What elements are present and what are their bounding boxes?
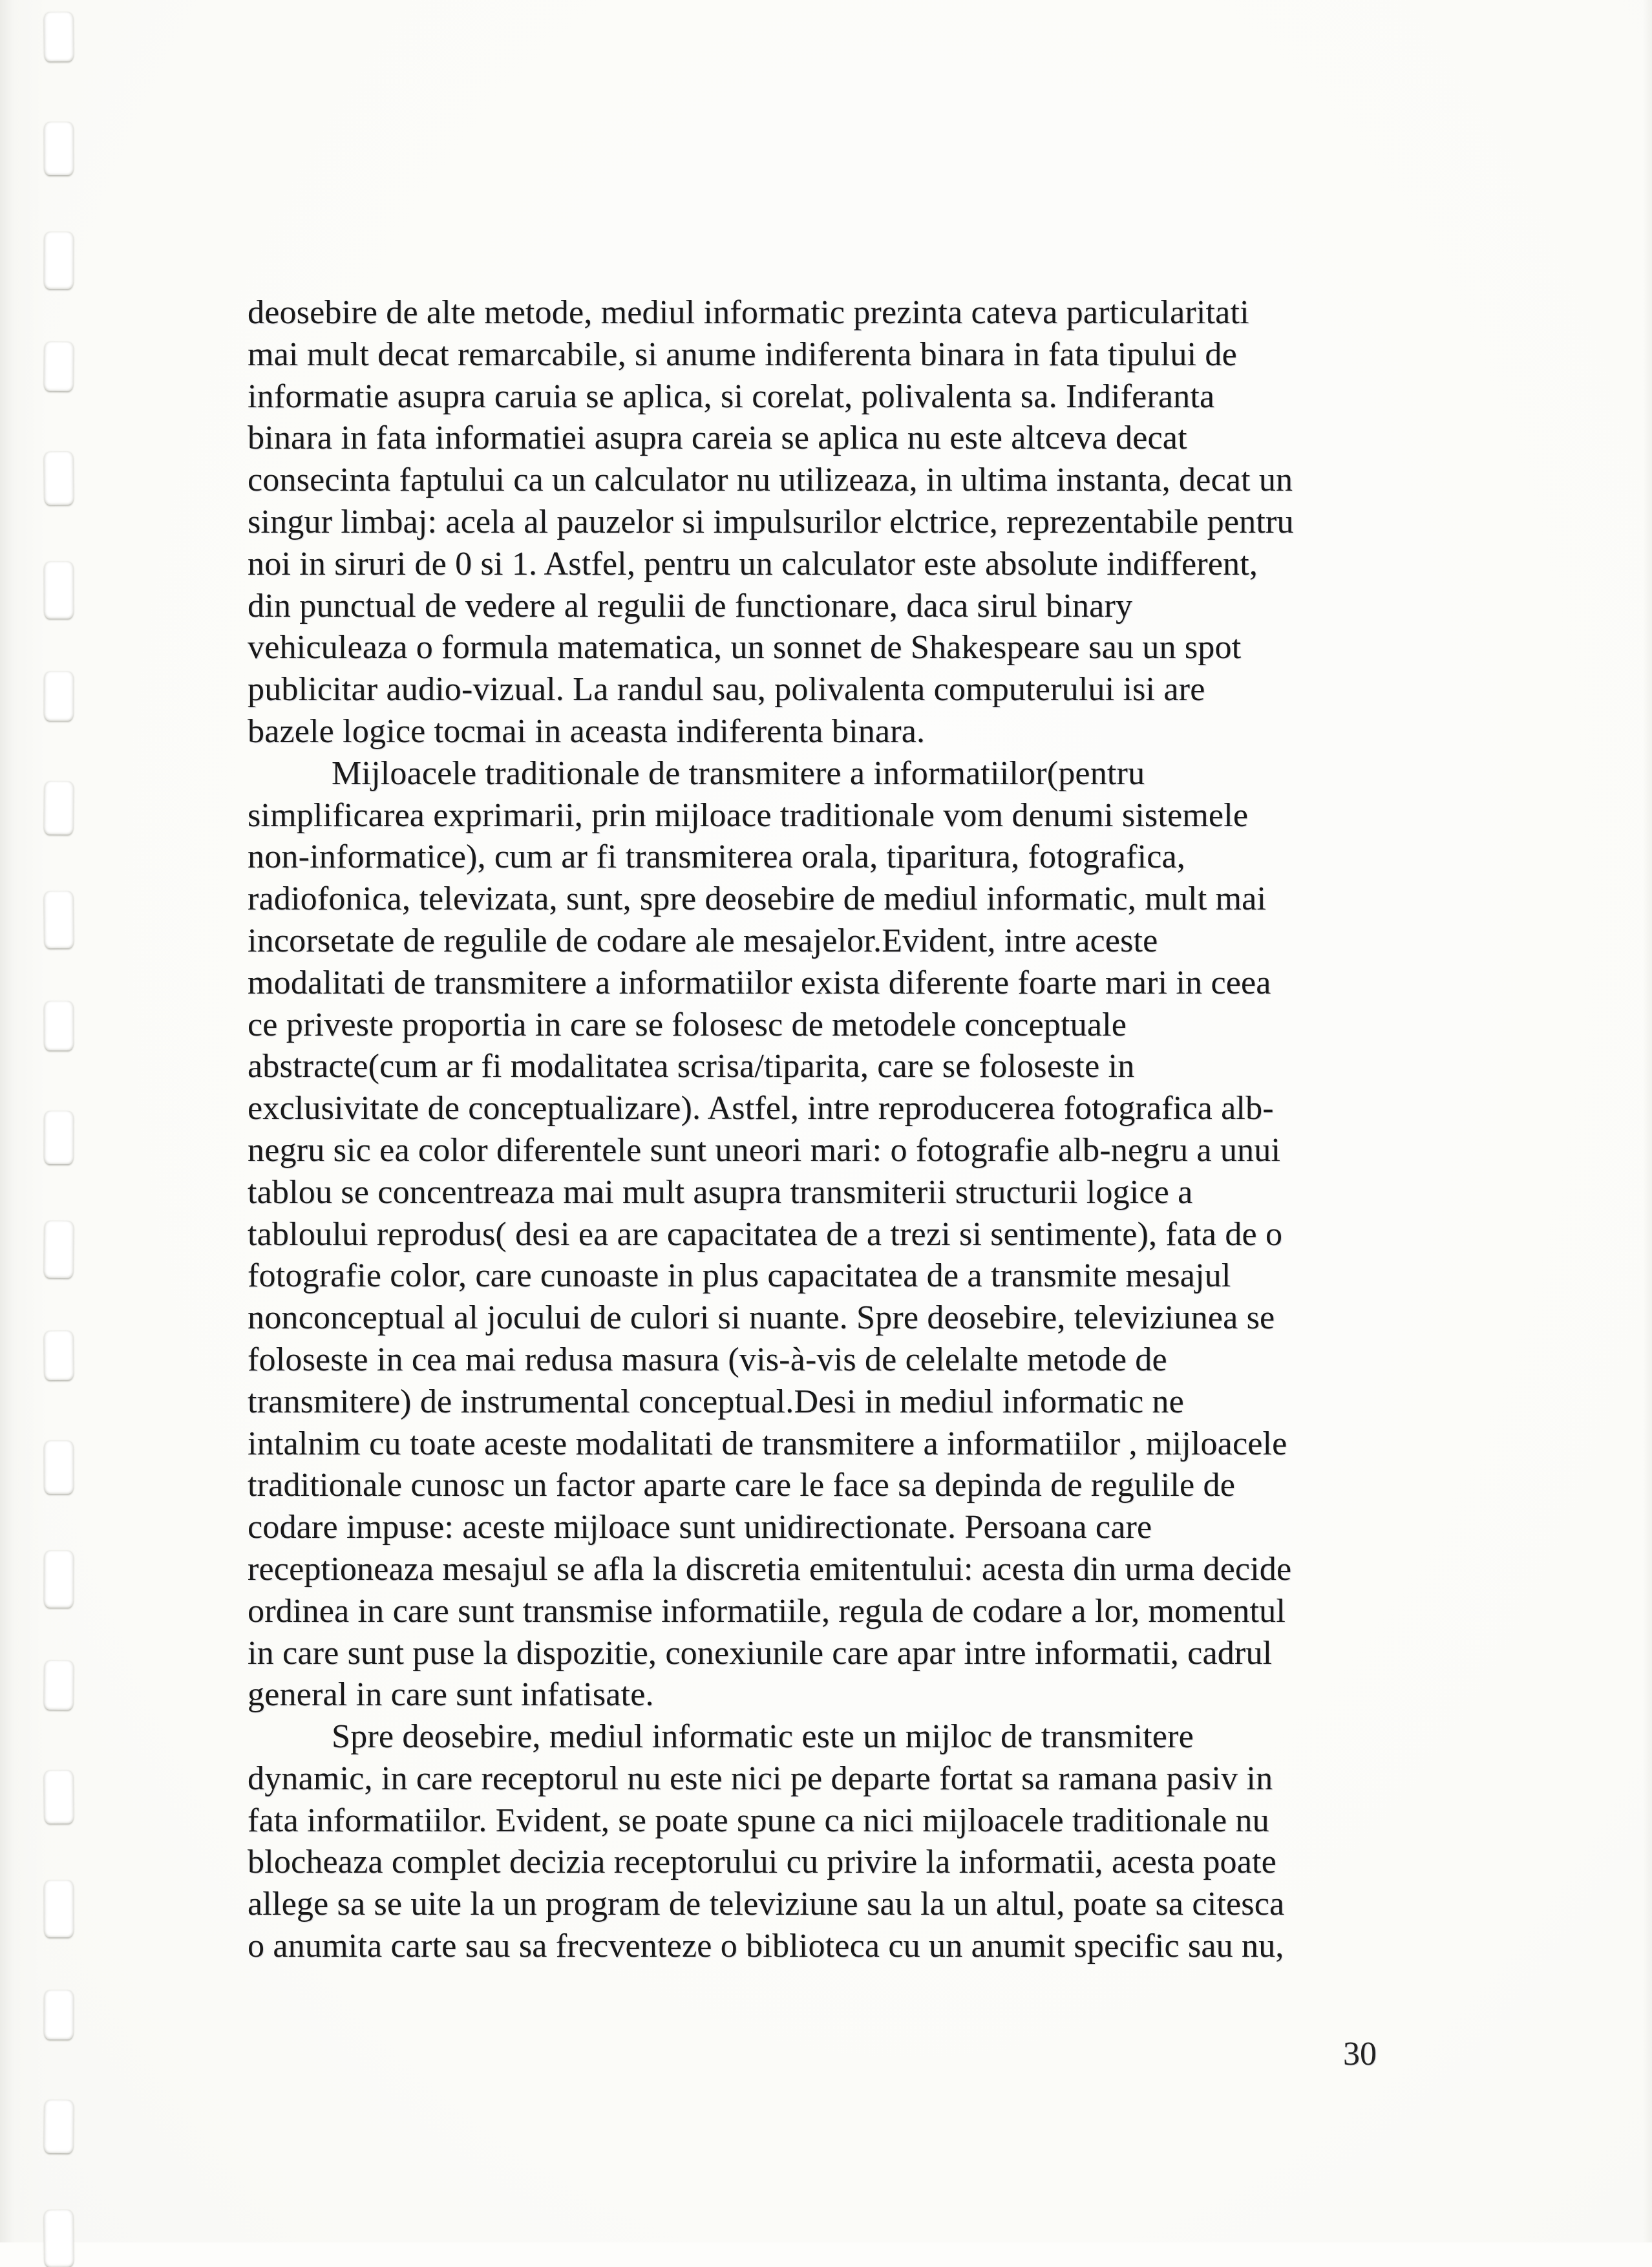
binding-mark [44,672,74,721]
text-line: tabloului reprodus( desi ea are capacitatea de a trezi si sentimente), fata de o [248,1215,1283,1253]
text-line: negru sic ea color diferentele sunt uneori mari: o fotografie alb-negru a unui [248,1131,1281,1169]
text-line: exclusivitate de conceptualizare). Astfel, intre reproducerea fotografica alb- [248,1090,1274,1127]
text-line: foloseste in cea mai redusa masura (vis-à-vis de celelalte metode de [248,1341,1167,1378]
binding-mark [44,1771,74,1824]
binding-mark [44,1880,74,1937]
text-line: abstracte(cum ar fi modalitatea scrisa/tiparita, care se foloseste in [248,1048,1135,1085]
binding-mark [44,782,74,835]
text-line: o anumita carte sau sa frecventeze o biblioteca cu un anumit specific sau nu, [248,1928,1284,1965]
text-line: intalnim cu toate aceste modalitati de transmitere a informatiilor , mijloacele [248,1425,1287,1462]
text-line: non-informatice), cum ar fi transmiterea orala, tiparitura, fotografica, [248,838,1185,876]
binding-mark [44,1551,74,1608]
binding-mark [44,232,74,289]
binding-mark [44,1221,74,1278]
binding-mark [44,342,74,391]
binding-mark [44,891,74,948]
binding-mark [44,1661,74,1710]
binding-mark [44,12,74,61]
binding-mark [44,452,74,505]
binding-mark [44,1111,74,1164]
text-line: fotografie color, care cunoaste in plus capacitatea de a transmite mesajul [248,1257,1231,1295]
text-line: receptioneaza mesajul se afla la discretia emitentului: acesta din urma decide [248,1550,1292,1588]
text-line: transmitere) de instrumental conceptual.Desi in mediul informatic ne [248,1383,1184,1420]
text-line: fata informatiilor. Evident, se poate spune ca nici mijloacele traditionale nu [248,1802,1269,1839]
binding-mark [44,1331,74,1380]
text-line: modalitati de transmitere a informatiilor exista diferente foarte mari in ceea [248,964,1271,1001]
text-line: in care sunt puse la dispozitie, conexiunile care apar intre informatii, cadrul [248,1634,1273,1672]
binding-mark [44,122,74,175]
scan-right-edge-shading [1643,0,1652,2242]
text-line: allege sa se uite la un program de televiziune sau la un altul, poate sa citesca [248,1886,1285,1923]
text-line: blocheaza complet decizia receptorului cu privire la informatii, acesta poate [248,1844,1276,1881]
text-line: din punctual de vedere al regulii de functionare, daca sirul binary [248,587,1133,624]
text-line: deosebire de alte metode, mediul informatic prezinta cateva particularitati [248,294,1249,331]
text-line: vehiculeaza o formula matematica, un sonnet de Shakespeare sau un spot [248,629,1242,666]
text-line: general in care sunt infatisate. [248,1676,654,1714]
text-line: dynamic, in care receptorul nu este nici pe departe fortat sa ramana pasiv in [248,1760,1273,1797]
binding-mark [44,562,74,619]
page-number: 30 [1343,2036,1377,2072]
text-line: incorsetate de regulile de codare ale mesajelor.Evident, intre aceste [248,922,1158,959]
text-line: singur limbaj: acela al pauzelor si impulsurilor elctrice, reprezentabile pentru [248,503,1294,540]
text-line: ce priveste proportia in care se folosesc de metodele conceptuale [248,1006,1127,1043]
binding-mark [44,1441,74,1494]
binding-mark [44,1990,74,2039]
binding-mark [44,2100,74,2153]
body-text [248,292,1430,1968]
text-line: noi in siruri de 0 si 1. Astfel, pentru un calculator este absolute indifferent, [248,545,1258,582]
text-line: nonconceptual al jocului de culori si nuante. Spre deosebire, televiziunea se [248,1299,1275,1337]
text-line: codare impuse: aceste mijloace sunt unidirectionate. Persoana care [248,1509,1152,1546]
text-line: radiofonica, televizata, sunt, spre deosebire de mediul informatic, mult mai [248,880,1267,918]
text-line: Mijloacele traditionale de transmitere a informatiilor(pentru [332,754,1145,792]
text-line: tablou se concentreaza mai mult asupra transmiterii structurii logice a [248,1173,1193,1211]
binding-mark [44,1001,74,1050]
text-line: mai mult decat remarcabile, si anume indiferenta binara in fata tipului de [248,335,1237,373]
text-line: publicitar audio-vizual. La randul sau, polivalenta computerului isi are [248,671,1205,708]
text-line: Spre deosebire, mediul informatic este un mijloc de transmitere [332,1718,1194,1756]
binding-mark [44,2210,74,2267]
text-line: simplificarea exprimarii, prin mijloace traditionale vom denumi sistemele [248,796,1249,834]
text-line: consecinta faptului ca un calculator nu utilizeaza, in ultima instanta, decat un [248,462,1293,499]
text-line: ordinea in care sunt transmise informatiile, regula de codare a lor, momentul [248,1592,1286,1630]
text-line: binara in fata informatiei asupra careia se aplica nu este altceva decat [248,420,1187,457]
scan-left-edge-shading [0,0,45,2242]
text-line: informatie asupra caruia se aplica, si corelat, polivalenta sa. Indiferanta [248,378,1215,415]
text-line: bazele logice tocmai in aceasta indiferenta binara. [248,712,926,750]
text-line: traditionale cunosc un factor aparte care le face sa depinda de regulile de [248,1467,1235,1504]
